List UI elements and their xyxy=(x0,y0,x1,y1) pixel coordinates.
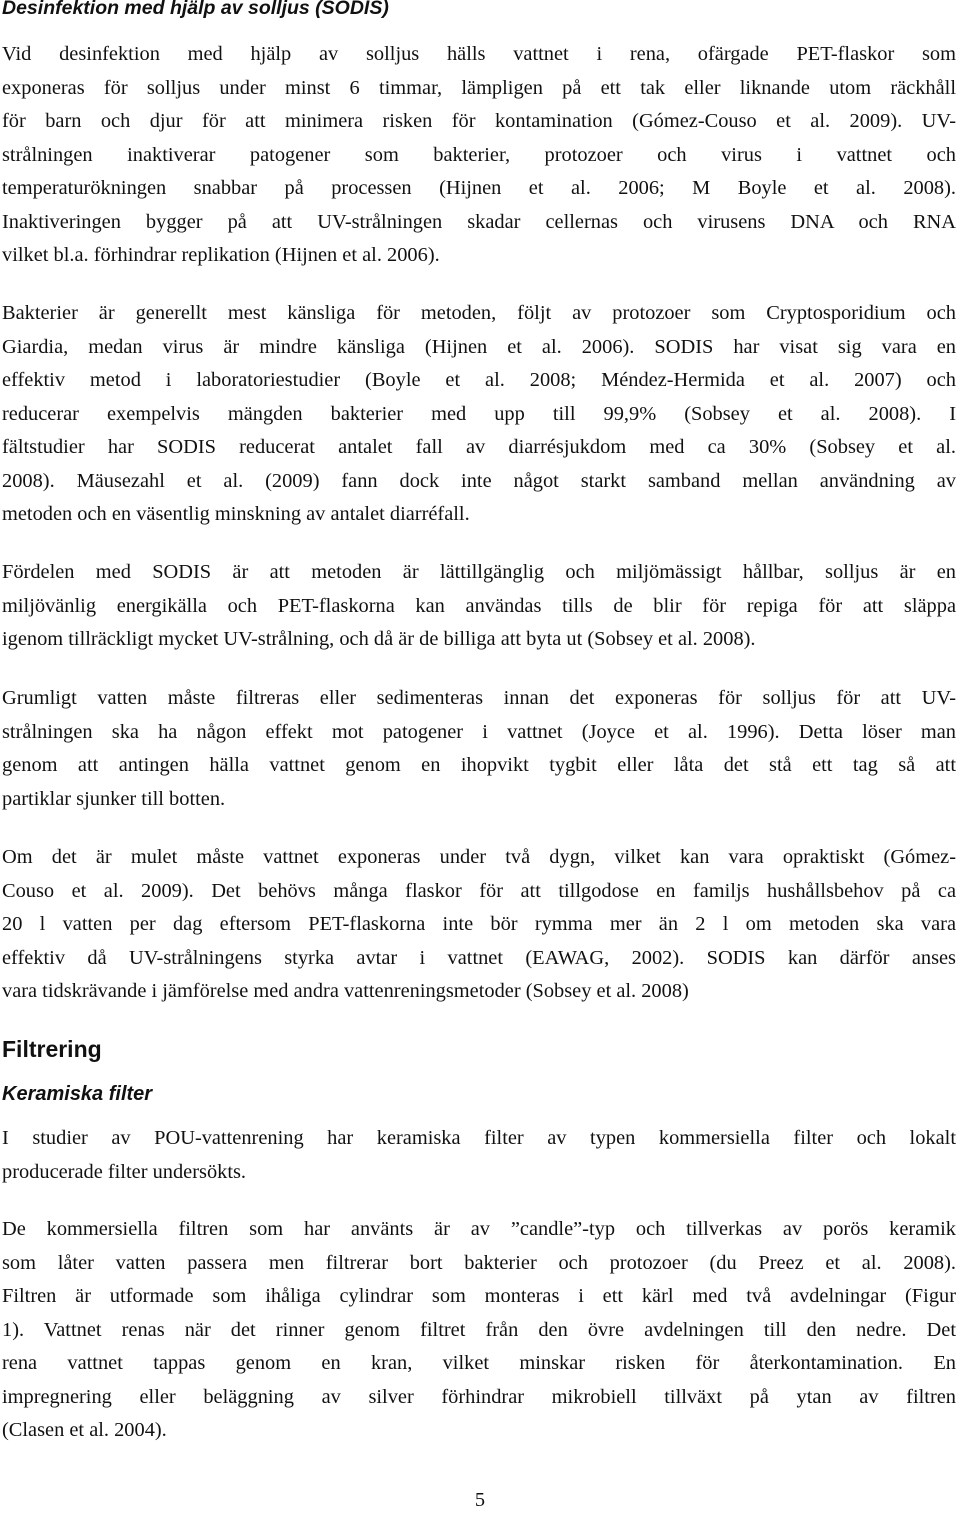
text-line: för barn och djur för att minimera risken för kontamination (Gómez-Couso et al. 2009). UV- xyxy=(2,110,956,132)
paragraph-sodis-effect xyxy=(2,297,956,532)
text-line: impregnering eller beläggning av silver förhindrar mikrobiell tillväxt på ytan av filtren xyxy=(2,1385,956,1408)
text-line: metoden och en väsentlig minskning av antalet diarréfall. xyxy=(2,503,470,525)
text-line: rena vattnet tappas genom en kran, vilket minskar risken för återkontamination. En xyxy=(2,1352,956,1374)
text-line: Couso et al. 2009). Det behövs många flaskor för att tillgodose en familjs hushållsbehov på ca xyxy=(2,879,956,902)
text-line: Giardia, medan virus är mindre känsliga (Hijnen et al. 2006). SODIS har visat sig vara en xyxy=(2,335,956,358)
text-line: De kommersiella filtren som har använts är av ”candle”-typ och tillverkas av porös keramik xyxy=(2,1218,956,1240)
text-line: Filtren är utformade som ihåliga cylindrar som monteras i ett kärl med två avdelningar (Figur xyxy=(2,1285,956,1307)
text-line: producerade filter undersökts. xyxy=(2,1160,247,1183)
page-number: 5 xyxy=(474,1489,486,1511)
text-line: miljövänlig energikälla och PET-flaskorna kan användas tills de blir för repiga för att släppa xyxy=(2,594,956,617)
text-line: fältstudier har SODIS reducerat antalet fall av diarrésjukdom med ca 30% (Sobsey et al. xyxy=(2,436,956,458)
text-line: (Clasen et al. 2004). xyxy=(2,1419,167,1441)
text-line: effektiv då UV-strålningens styrka avtar i vattnet (EAWAG, 2002). SODIS kan därför anses xyxy=(2,946,956,969)
paragraph-commercial-filters xyxy=(2,1213,956,1448)
text-line: igenom tillräckligt mycket UV-strålning, och då är de billiga att byta ut (Sobsey et al. 2008). xyxy=(2,628,756,650)
paragraph-sodis-advantages xyxy=(2,556,956,657)
text-line: temperaturökningen snabbar på processen (Hijnen et al. 2006; M Boyle et al. 2008). xyxy=(2,177,956,199)
text-line: reducerar exempelvis mängden bakterier med upp till 99,9% (Sobsey et al. 2008). I xyxy=(2,402,956,425)
text-line: Inaktiveringen bygger på att UV-strålningen skadar cellernas och virusens DNA och RNA xyxy=(2,210,956,233)
text-line: Vid desinfektion med hjälp av solljus hälls vattnet i rena, ofärgade PET-flaskor som xyxy=(2,43,956,65)
text-line: strålningen ska ha någon effekt mot patogener i vattnet (Joyce et al. 1996). Detta löser man xyxy=(2,720,956,743)
text-line: 2008). Mäusezahl et al. (2009) fann dock inte något starkt samband mellan användning av xyxy=(2,469,956,492)
text-line: 20 l vatten per dag eftersom PET-flaskorna inte bör rymma mer än 2 l om metoden ska vara xyxy=(2,913,956,935)
section-heading-sodis: Desinfektion med hjälp av solljus (SODIS) xyxy=(2,0,389,19)
section-heading-filtrering: Filtrering xyxy=(2,1036,102,1062)
paragraph-turbid-water xyxy=(2,682,956,816)
text-line: vilket bl.a. förhindrar replikation (Hijnen et al. 2006). xyxy=(2,244,440,266)
paragraph-ceramic-intro xyxy=(2,1122,956,1189)
text-line: vara tidskrävande i jämförelse med andra vattenreningsmetoder (Sobsey et al. 2008) xyxy=(2,980,689,1002)
paragraph-sodis-intro xyxy=(2,38,956,273)
text-line: 1). Vattnet renas när det rinner genom filtret från den övre avdelningen till den nedre. Det xyxy=(2,1318,956,1341)
paragraph-cloudy-weather xyxy=(2,841,956,1009)
text-line: partiklar sjunker till botten. xyxy=(2,787,226,810)
text-line: strålningen inaktiverar patogener som bakterier, protozoer och virus i vattnet och xyxy=(2,143,956,166)
text-line: Bakterier är generellt mest känsliga för metoden, följt av protozoer som Cryptosporidium och xyxy=(2,302,956,324)
subsection-heading-keramiska-filter: Keramiska filter xyxy=(2,1083,153,1105)
text-line: genom att antingen hälla vattnet genom en ihopvikt tygbit eller låta det stå ett tag så att xyxy=(2,754,956,776)
text-line: Om det är mulet måste vattnet exponeras under två dygn, vilket kan vara opraktiskt (Gómez- xyxy=(2,846,956,868)
text-line: effektiv metod i laboratoriestudier (Boyle et al. 2008; Méndez-Hermida et al. 2007) och xyxy=(2,369,956,391)
text-line: Grumligt vatten måste filtreras eller sedimenteras innan det exponeras för solljus för att UV- xyxy=(2,687,956,709)
text-line: exponeras för solljus under minst 6 timmar, lämpligen på ett tak eller liknande utom räckhåll xyxy=(2,76,956,99)
text-line: I studier av POU-vattenrening har keramiska filter av typen kommersiella filter och lokalt xyxy=(2,1127,956,1149)
text-line: som låter vatten passera men filtrerar bort bakterier och protozoer (du Preez et al. 2008). xyxy=(2,1251,956,1274)
text-line: Fördelen med SODIS är att metoden är lättillgänglig och miljömässigt hållbar, solljus är en xyxy=(2,561,956,583)
